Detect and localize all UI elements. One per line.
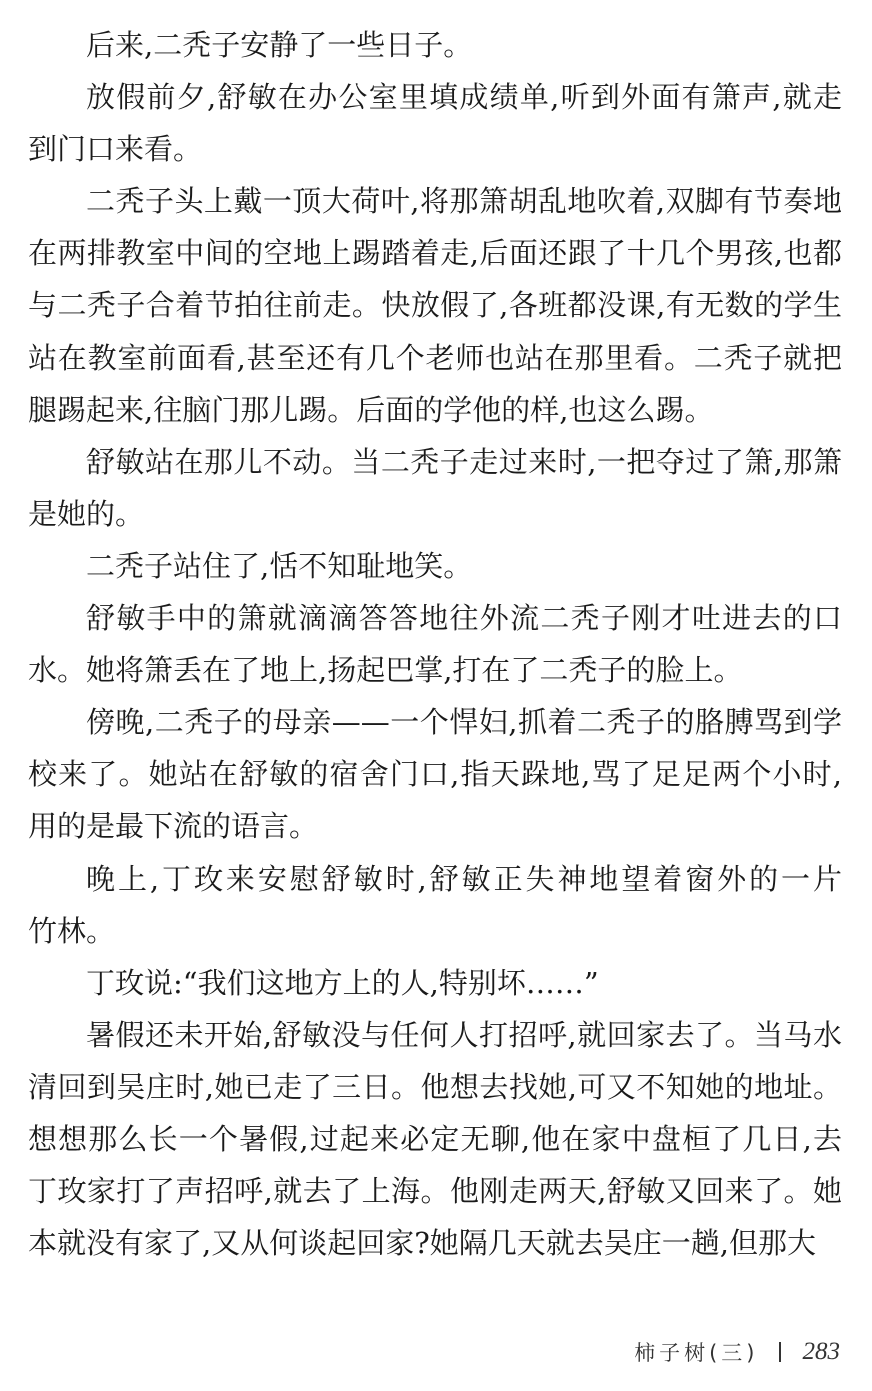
paragraph <box>28 540 842 592</box>
text-line: 到门口来看。 <box>28 132 203 167</box>
text-line: 用的是最下流的语言。 <box>28 809 319 844</box>
body-text <box>28 19 842 1269</box>
text-line: 站在教室前面看,甚至还有几个老师也站在那里看。二秃子就把 <box>28 340 842 375</box>
paragraph <box>28 957 842 1009</box>
text-line: 晚上,丁玫来安慰舒敏时,舒敏正失神地望着窗外的一片 <box>86 861 842 896</box>
text-line: 傍晚,二秃子的母亲——一个悍妇,抓着二秃子的胳膊骂到学 <box>86 705 842 740</box>
text-line: 丁玫家打了声招呼,就去了上海。他刚走两天,舒敏又回来了。她 <box>28 1174 842 1209</box>
text-line: 清回到吴庄时,她已走了三日。他想去找她,可又不知她的地址。 <box>28 1069 842 1104</box>
text-line: 二秃子头上戴一顶大荷叶,将那箫胡乱地吹着,双脚有节奏地 <box>86 184 842 219</box>
paragraph <box>28 696 842 852</box>
footer-separator <box>779 1342 781 1362</box>
paragraph <box>28 592 842 696</box>
paragraph <box>28 19 842 71</box>
text-line: 竹林。 <box>28 913 116 948</box>
text-line: 舒敏手中的箫就滴滴答答地往外流二秃子刚才吐进去的口 <box>86 601 842 636</box>
text-line: 想想那么长一个暑假,过起来必定无聊,他在家中盘桓了几日,去 <box>28 1121 842 1156</box>
text-line: 舒敏站在那儿不动。当二秃子走过来时,一把夺过了箫,那箫 <box>86 444 842 479</box>
text-line: 二秃子站住了,恬不知耻地笑。 <box>86 548 473 583</box>
page-number: 283 <box>802 1338 840 1365</box>
text-line: 暑假还未开始,舒敏没与任何人打招呼,就回家去了。当马水 <box>86 1017 842 1052</box>
paragraph <box>28 436 842 540</box>
paragraph <box>28 175 842 435</box>
text-line: 水。她将箫丢在了地上,扬起巴掌,打在了二秃子的脸上。 <box>28 653 743 688</box>
text-line: 与二秃子合着节拍往前走。快放假了,各班都没课,有无数的学生 <box>28 288 842 323</box>
running-title: 柿子树(三) <box>634 1341 759 1365</box>
paragraph <box>28 1009 842 1269</box>
text-line: 是她的。 <box>28 496 145 531</box>
text-line: 丁玫说:“我们这地方上的人,特别坏……” <box>86 965 599 1000</box>
paragraph <box>28 71 842 175</box>
text-line: 腿踢起来,往脑门那儿踢。后面的学他的样,也这么踢。 <box>28 392 714 427</box>
text-line: 本就没有家了,又从何谈起回家?她隔几天就去吴庄一趟,但那大 <box>28 1226 816 1261</box>
page-footer <box>634 1332 840 1372</box>
text-line: 放假前夕,舒敏在办公室里填成绩单,听到外面有箫声,就走 <box>86 80 842 115</box>
text-line: 在两排教室中间的空地上踢踏着走,后面还跟了十几个男孩,也都 <box>28 236 842 271</box>
text-line: 校来了。她站在舒敏的宿舍门口,指天跺地,骂了足足两个小时, <box>28 757 842 792</box>
text-line: 后来,二秃子安静了一些日子。 <box>86 28 473 62</box>
paragraph <box>28 853 842 957</box>
